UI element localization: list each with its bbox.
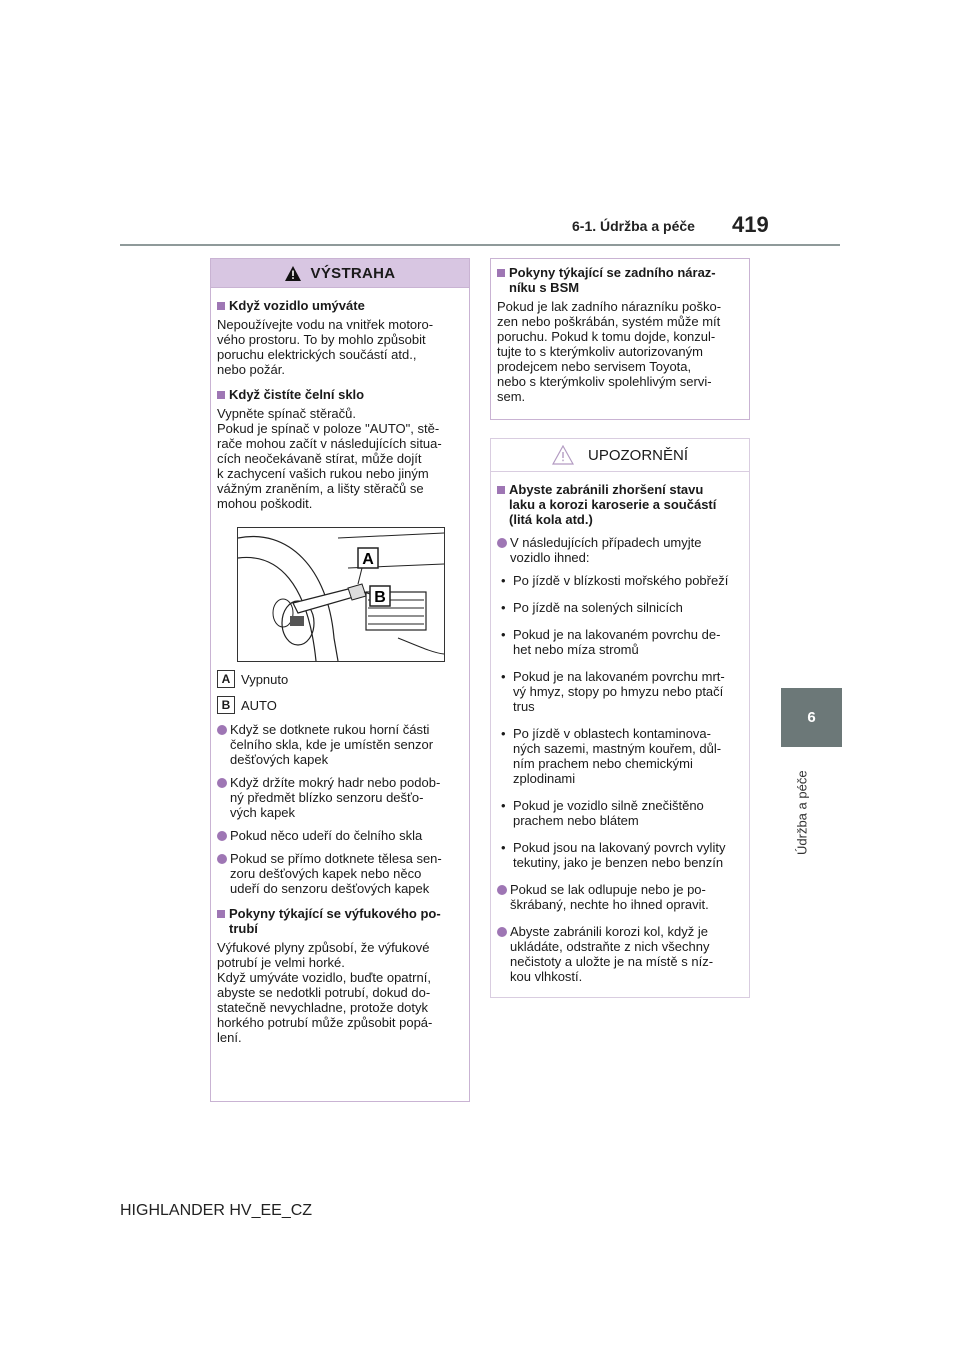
dot-bullet-icon [497,538,507,548]
square-bullet-icon [217,302,225,310]
dot-bullet-icon [217,778,227,788]
figure-label-b: B [374,589,386,606]
warning-header [211,259,469,288]
paragraph: Vypněte spínač stěračů. Pokud je spínač v poloze "AUTO", stě- rače mohou začít v následujících situa- cích neočekávaně stírat, může dojít k zachycení vašich rukou nebo jiným vážným zraněním, a lišty stěračů se mohou poškodit. [217,406,442,511]
list-item: • Po jízdě v oblastech kontaminova- ných sazemi, mastným kouřem, důl- ním prachem nebo chemickými zplodinami [501,726,722,786]
chapter-number: 6 [807,709,816,726]
notice-box [490,438,750,998]
notice-title: UPOZORNĚNÍ [587,446,688,464]
footer-model: HIGHLANDER HV_EE_CZ [120,1202,313,1219]
square-bullet-icon [217,910,225,918]
chapter-tab [781,688,842,747]
section-title: 6-1. Údržba a péče [572,218,695,234]
dot-bullet-icon [217,725,227,735]
list-item: • Pokud je na lakovaném povrchu de- het nebo míza stromů [501,627,721,657]
warning-title: VÝSTRAHA [310,264,396,282]
list-item: • Pokud jsou na lakovaný povrch vylity tekutiny, jako je benzen nebo benzín [501,840,726,870]
legend-key-a: A [217,670,235,688]
dot-bullet-icon [217,854,227,864]
list-item: V následujících případech umyjte vozidlo ihned: [497,535,743,565]
square-bullet-icon [497,269,505,277]
caution-triangle-icon [552,445,574,465]
section-heading: Pokyny týkající se zadního náraz- níku s BSM [497,265,743,295]
list-item: Pokud se přímo dotknete tělesa sen- zoru dešťových kapek nebo něco udeří do senzoru dešťových kapek [217,851,463,896]
legend-key-b: B [217,696,235,714]
square-bullet-icon [217,391,225,399]
list-item: • Pokud je na lakovaném povrchu mrt- vý hmyz, stopy po hmyzu nebo ptačí trus [501,669,725,714]
paragraph: Pokud je lak zadního nárazníku pоško- zen nebo poškrábán, systém může mít poruchu. Pokud k tomu dojde, konzul- tujte to s kterýmkoliv autorizovaným prodejcem nebo servisem Toyota, nebo s kterýmkoliv spolehlivým servi- sem. [497,299,722,404]
header-rule [120,244,840,246]
square-bullet-icon [497,486,505,494]
warning-triangle-icon [285,266,301,281]
dot-bullet-icon [497,927,507,937]
list-item: • Po jízdě v blízkosti mořského pobřeží [501,573,729,588]
list-item: Pokud se lak odlupuje nebo je po- škrábaný, nechte ho ihned opravit. [497,882,743,912]
paragraph: Nepoužívejte vodu na vnitřek motoro- vého prostoru. To by mohlo způsobit poruchu elektrických součástí atd., nebo požár. [217,317,434,377]
wiper-switch-illustration [237,527,445,662]
section-heading: Abyste zabránili zhoršení stavu laku a korozi karoserie a součástí (litá kola atd.) [497,482,743,527]
list-item: Když držíte mokrý hadr nebo podob- ný předmět blízko senzoru dešťo- vých kapek [217,775,463,820]
legend-item-a: A Vypnuto [217,670,463,688]
page-number: 419 [732,212,769,237]
list-item: • Po jízdě na solených silnicích [501,600,683,615]
list-item: • Pokud je vozidlo silně znečištěno prachem nebo blátem [501,798,704,828]
dot-bullet-icon [497,885,507,895]
dot-bullet-icon [217,831,227,841]
list-item: Abyste zabránili korozi kol, když je ukládáte, odstraňte z nich všechny nečistoty a uložte je na místě s níz- kou vlhkostí. [497,924,743,984]
notice-header [491,439,749,472]
bsm-box [490,258,750,420]
section-heading: Když vozidlo umýváte [217,298,463,313]
list-item: Pokud něco udeří do čelního skla [217,828,463,843]
warning-box [210,258,470,1102]
list-item: Když se dotknete rukou horní části čelního skla, kde je umístěn senzor dešťových kapek [217,722,463,767]
section-heading: Když čistíte čelní sklo [217,387,463,402]
figure-label-a: A [362,551,374,568]
chapter-label: Údržba a péče [794,770,810,856]
section-heading: Pokyny týkající se výfukového po- trubí [217,906,463,936]
paragraph: Výfukové plyny způsobí, že výfukové potrubí je velmi horké. Když umýváte vozidlo, buďte opatrní, abyste se nedotkli potrubí, dokud do- statečně nevychladne, protože dotyk horkého potrubí může způsobit popá- lení. [217,940,433,1045]
legend-item-b: B AUTO [217,696,463,714]
